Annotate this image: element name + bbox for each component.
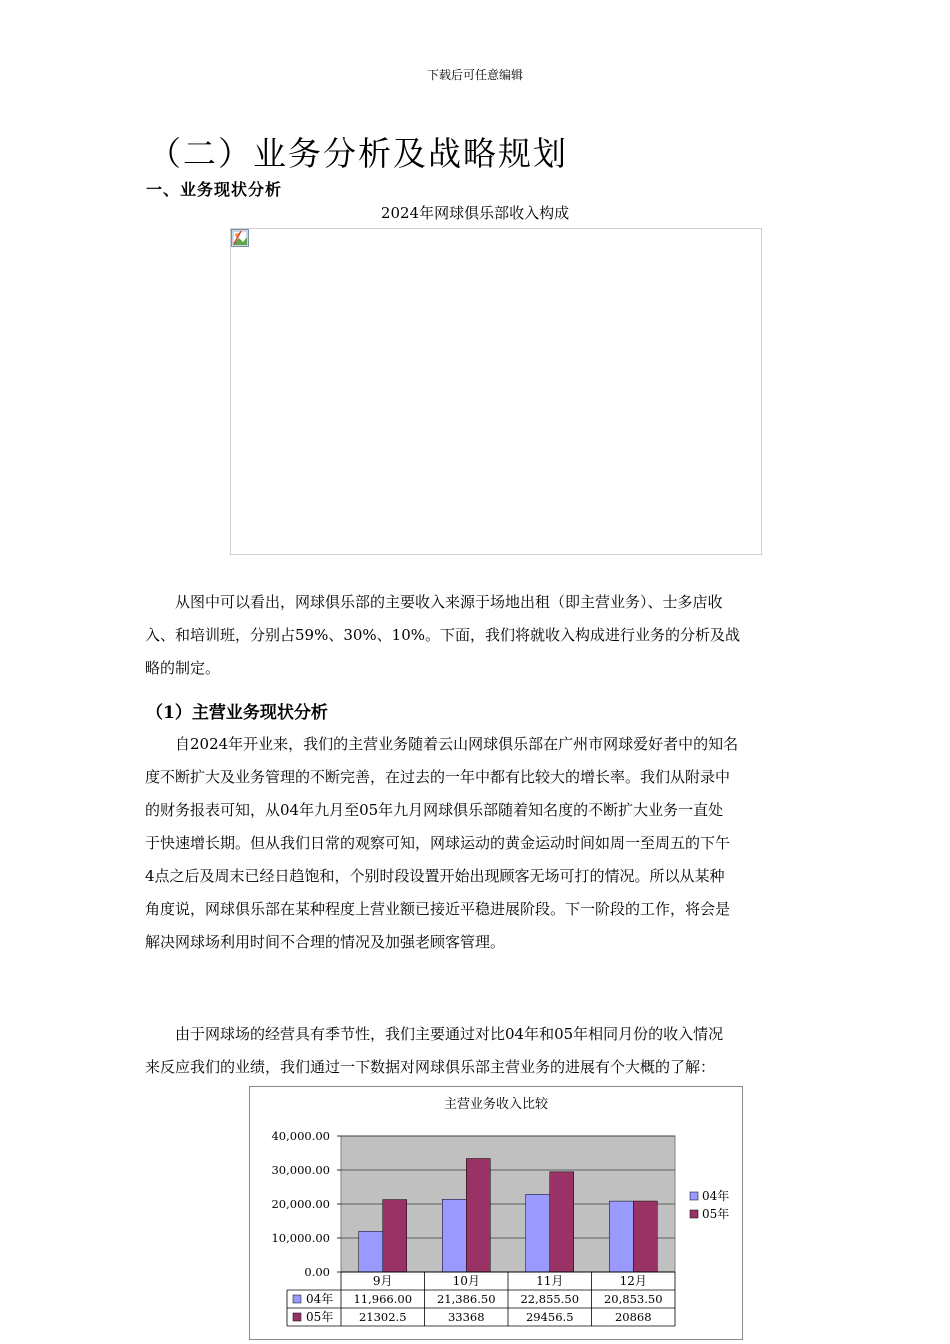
figure-caption: 2024年网球俱乐部收入构成 [380,204,570,222]
subsection-title: 一、业务现状分析 [146,180,283,199]
data-label: 29456.5 [525,1310,574,1324]
text-line: 度不断扩大及业务管理的不断完善，在过去的一年中都有比较大的增长率。我们从附录中 [145,768,731,786]
bar-05年-11月 [550,1172,574,1272]
x-tick-label: 11月 [536,1274,564,1288]
bar-05年-10月 [466,1159,490,1272]
text-line: 由于网球场的经营具有季节性，我们主要通过对比04年和05年相同月份的收入情况 [145,1025,724,1043]
table-series-label: 05年 [306,1310,334,1324]
x-tick-label: 12月 [619,1274,647,1288]
legend-key-05年 [690,1210,698,1218]
y-tick-label: 20,000.00 [271,1197,330,1211]
text-line: 4点之后及周末已经日趋饱和，个别时段设置开始出现顾客无场可打的情况。所以从某种 [145,867,725,885]
text-line: 解决网球场利用时间不合理的情况及加强老顾客管理。 [145,933,506,951]
text-line: 自2024年开业来，我们的主营业务随着云山网球俱乐部在广州市网球爱好者中的知名 [145,735,739,753]
text-line: 入、和培训班，分别占59%、30%、10%。下面，我们将就收入构成进行业务的分析及战 [145,626,741,644]
text-line: 的财务报表可知，从04年九月至05年九月网球俱乐部随着知名度的不断扩大业务一直处 [145,801,724,819]
paragraph-seasonality [145,1018,807,1084]
y-tick-label: 40,000.00 [271,1129,330,1143]
bar-05年-12月 [633,1201,657,1272]
data-label: 21,386.50 [436,1292,496,1306]
text-line: 于快速增长期。但从我们日常的观察可知，网球运动的黄金运动时间如周一至周五的下午 [145,834,731,852]
legend-label: 04年 [702,1189,730,1203]
missing-image-placeholder [230,228,762,555]
table-series-label: 04年 [306,1292,334,1306]
text-line: 来反应我们的业绩，我们通过一下数据对网球俱乐部主营业务的进展有个大概的了解： [145,1058,716,1076]
data-label: 21302.5 [358,1310,407,1324]
chart-title: 主营业务收入比较 [443,1097,549,1112]
chart-svg [250,1087,742,1339]
text-line: 角度说，网球俱乐部在某种程度上营业额已接近平稳进展阶段。下一阶段的工作，将会是 [145,900,731,918]
section-title: （二）业务分析及战略规划 [148,134,568,173]
table-legend-key-05年 [293,1313,301,1321]
page-header: 下载后可任意编辑 [426,68,523,82]
data-label: 20,853.50 [603,1292,663,1306]
table-legend-key-04年 [293,1295,301,1303]
x-tick-label: 10月 [452,1274,480,1288]
paragraph-main-business [145,728,807,959]
data-label: 22,855.50 [520,1292,580,1306]
data-label: 11,966.00 [353,1292,413,1306]
y-tick-label: 10,000.00 [271,1231,330,1245]
heading-main-business: （1）主营业务现状分析 [146,703,328,723]
y-tick-label: 0.00 [304,1265,330,1279]
data-label: 33368 [447,1310,485,1324]
paragraph-revenue-composition [145,586,807,685]
legend-label: 05年 [702,1207,730,1221]
bar-04年-10月 [442,1199,466,1272]
legend-key-04年 [690,1192,698,1200]
bar-05年-9月 [383,1200,407,1272]
text-line: 从图中可以看出，网球俱乐部的主要收入来源于场地出租（即主营业务）、士多店收 [145,593,723,611]
y-tick-label: 30,000.00 [271,1163,330,1177]
text-line: 略的制定。 [145,659,221,677]
data-label: 20868 [614,1310,652,1324]
revenue-comparison-chart [249,1086,743,1340]
bar-04年-12月 [609,1201,633,1272]
broken-image-icon [231,229,249,247]
x-tick-label: 9月 [372,1274,393,1288]
bar-04年-11月 [526,1194,550,1272]
bar-04年-9月 [359,1231,383,1272]
